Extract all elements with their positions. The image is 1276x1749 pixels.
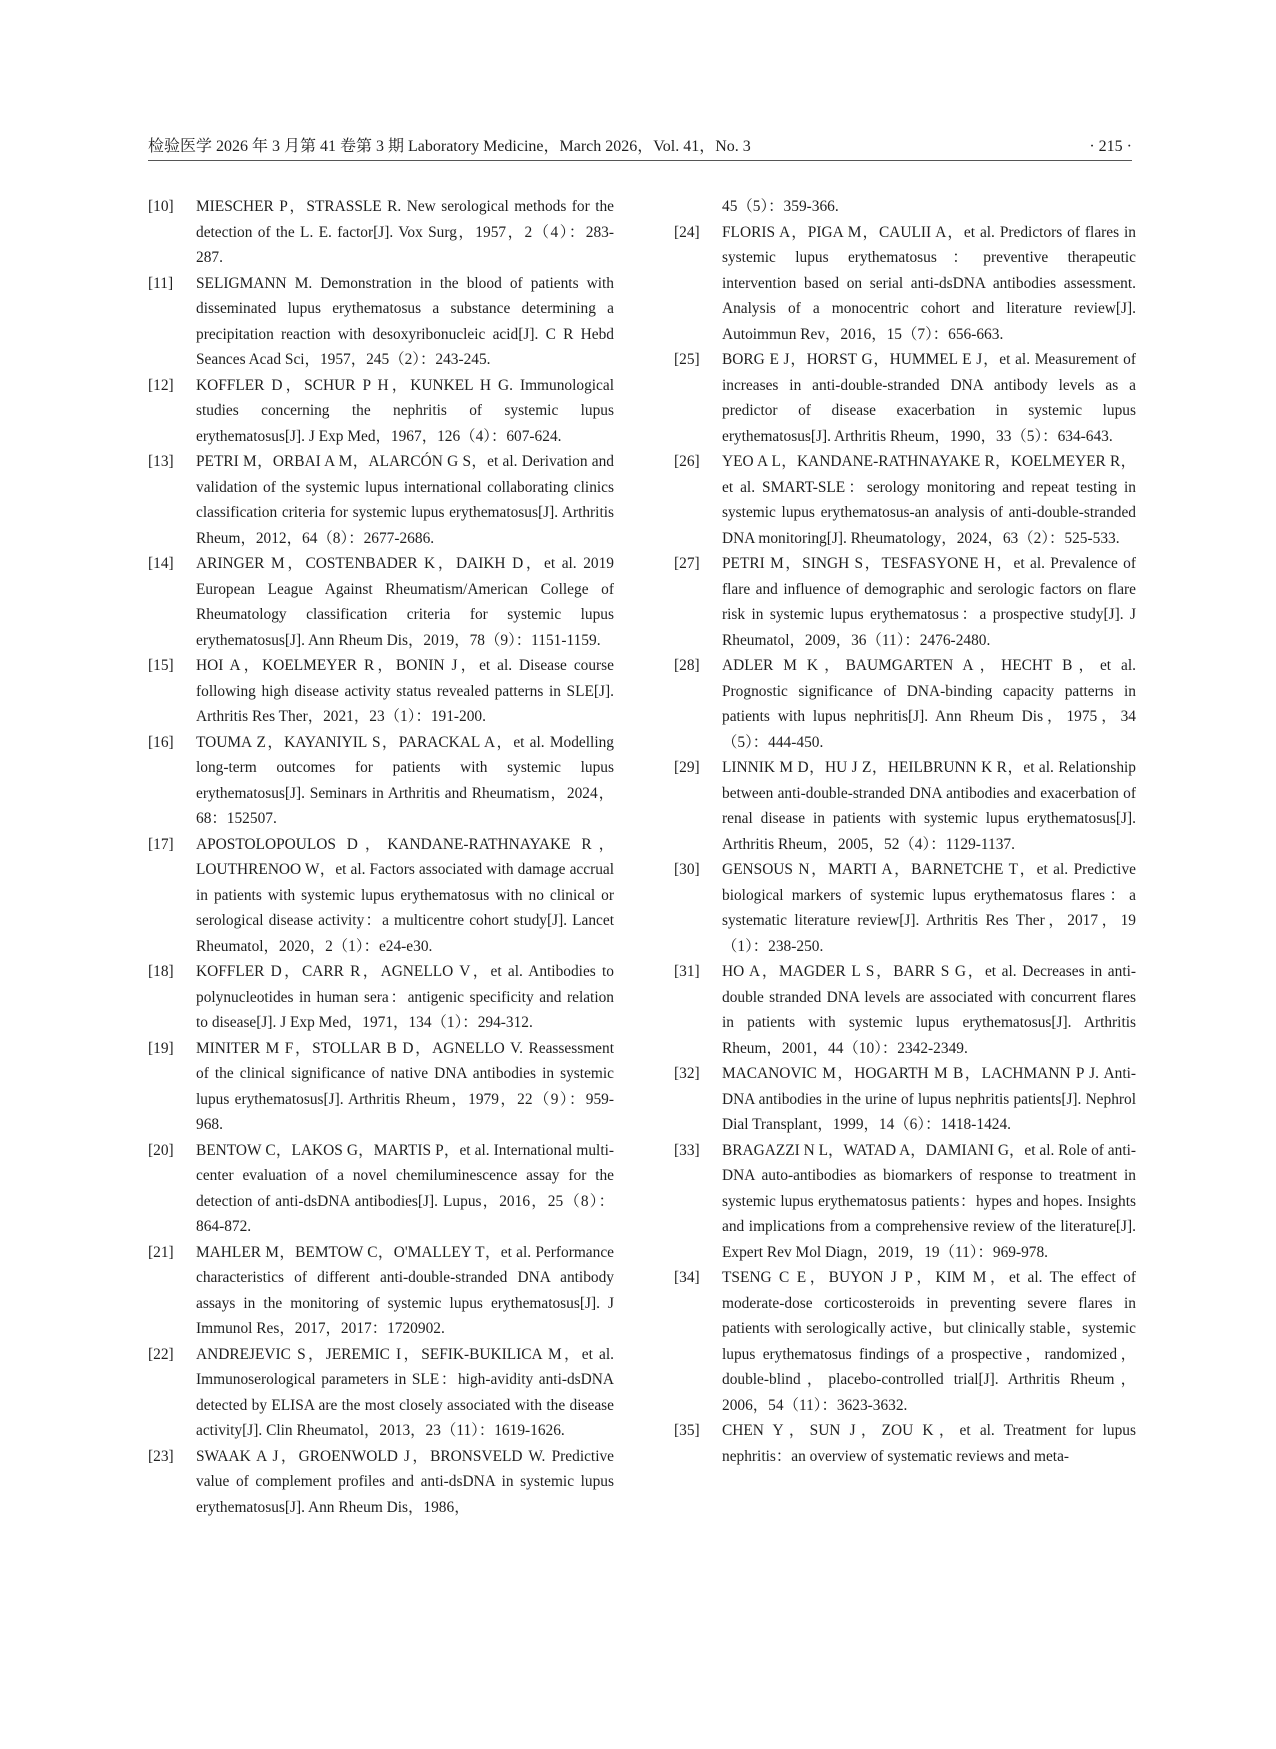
reference-text: TOUMA Z，KAYANIYIL S，PARACKAL A，et al. Modelling long-term outcomes for patients with systemic lupus erythematosus[J]. Seminars in Arthritis and Rheumatism，2024，68：152507. (196, 733, 614, 827)
reference-entry (148, 1444, 614, 1521)
reference-number: [30] (674, 861, 700, 878)
reference-number: [18] (148, 963, 174, 980)
reference-text: FLORIS A，PIGA M，CAULII A，et al. Predictors of flares in systemic lupus erythematosus：preventive therapeutic intervention based on serial anti-dsDNA antibodies assessment. Analysis of a monocentric cohort and literature review[J]. Autoimmun Rev，2016，15（7）：656-663. (722, 223, 1136, 343)
reference-number: [14] (148, 555, 174, 572)
reference-text: HOI A，KOELMEYER R，BONIN J，et al. Disease course following high disease activity status revealed patterns in SLE[J]. Arthritis Res Ther，2021，23（1）：191-200. (196, 657, 614, 725)
reference-number: [12] (148, 376, 174, 394)
reference-entry (148, 653, 614, 730)
reference-text: BORG E J，HORST G，HUMMEL E J，et al. Measurement of increases in anti-double-stranded DNA antibody levels as a predictor of disease exacerbation in systemic lupus erythematosus[J]. Arthritis Rheum，1990，33（5）：634-643. (722, 351, 1136, 445)
reference-number: [20] (148, 1141, 174, 1159)
reference-entry (674, 1418, 1136, 1469)
reference-entry (674, 1265, 1136, 1418)
reference-text: ARINGER M，COSTENBADER K，DAIKH D，et al. 2019 European League Against Rheumatism/American College of Rheumatology classification criteria for systemic lupus erythematosus[J]. Ann Rheum Dis，2019，78（9）：1151-1159. (196, 555, 614, 649)
reference-entry (674, 1138, 1136, 1266)
running-header (148, 136, 1132, 161)
reference-entry (674, 857, 1136, 959)
references-left-column (148, 194, 614, 1520)
reference-entry (674, 755, 1136, 857)
reference-entry (674, 449, 1136, 551)
reference-number: [34] (674, 1269, 700, 1286)
reference-text: KOFFLER D，CARR R，AGNELLO V，et al. Antibodies to polynucleotides in human sera：antigenic specificity and relation to disease[J]. J Exp Med，1971，134（1）：294-312. (196, 963, 614, 1031)
reference-text: MIESCHER P，STRASSLE R. New serological methods for the detection of the L. E. factor[J]. Vox Surg，1957，2（4）：283-287. (196, 198, 614, 266)
reference-text: APOSTOLOPOULOS D，KANDANE-RATHNAYAKE R，LOUTHRENOO W，et al. Factors associated with damage accrual in patients with systemic lupus erythematosus with no clinical or serological disease activity：a multicentre cohort study[J]. Lancet Rheumatol，2020，2（1）：e24-e30. (196, 835, 614, 955)
reference-number: [27] (674, 555, 700, 572)
reference-text: YEO A L，KANDANE-RATHNAYAKE R，KOELMEYER R，et al. SMART-SLE：serology monitoring and repeat testing in systemic lupus erythematosus-an analysis of anti-double-stranded DNA monitoring[J]. Rheumatology，2024，63（2）：525-533. (722, 453, 1136, 547)
reference-entry (148, 1240, 614, 1342)
journal-citation: 检验医学 2026 年 3 月第 41 卷第 3 期 Laboratory Medicine，March 2026，Vol. 41，No. 3 (148, 138, 751, 155)
reference-text: KOFFLER D，SCHUR P H，KUNKEL H G. Immunological studies concerning the nephritis of systemic lupus erythematosus[J]. J Exp Med，1967，126（4）：607-624. (196, 376, 614, 445)
reference-text: SELIGMANN M. Demonstration in the blood of patients with disseminated lupus erythematosus a substance determining a precipitation reaction with desoxyribonucleic acid[J]. C R Hebd Seances Acad Sci，1957，245（2）：243-245. (196, 274, 614, 368)
reference-entry (674, 1061, 1136, 1138)
reference-entry (674, 551, 1136, 653)
reference-text: BENTOW C，LAKOS G，MARTIS P，et al. International multi-center evaluation of a novel chemiluminescence assay for the detection of anti-dsDNA antibodies[J]. Lupus，2016，25（8）：864-872. (196, 1141, 614, 1235)
reference-number: [29] (674, 759, 700, 776)
reference-text: LINNIK M D，HU J Z，HEILBRUNN K R，et al. Relationship between anti-double-stranded DNA antibodies and exacerbation of renal disease in patients with systemic lupus erythematosus[J]. Arthritis Rheum，2005，52（4）：1129-1137. (722, 759, 1136, 853)
reference-text: PETRI M，ORBAI A M，ALARCÓN G S，et al. Derivation and validation of the systemic lupus international collaborating clinics classification criteria for systemic lupus erythematosus[J]. Arthritis Rheum，2012，64（8）：2677-2686. (196, 453, 614, 547)
reference-number: [23] (148, 1447, 174, 1465)
reference-number: [11] (148, 274, 174, 292)
reference-number: [22] (148, 1345, 174, 1363)
reference-text: MAHLER M，BEMTOW C，O'MALLEY T，et al. Performance characteristics of different anti-double-stranded DNA antibody assays in the monitoring of systemic lupus erythematosus[J]. J Immunol Res，2017，2017：1720902. (196, 1243, 614, 1337)
reference-text: BRAGAZZI N L，WATAD A，DAMIANI G，et al. Role of anti-DNA auto-antibodies as biomarkers of response to treatment in systemic lupus erythematosus patients：hypes and hopes. Insights and implications from a comprehensive review of the literature[J]. Expert Rev Mol Diagn，2019，19（11）：969-978. (722, 1141, 1136, 1261)
reference-text: TSENG C E，BUYON J P，KIM M，et al. The effect of moderate-dose corticosteroids in preventing severe flares in patients with serologically active，but clinically stable，systemic lupus erythematosus findings of a prospective，randomized，double-blind，placebo-controlled trial[J]. Arthritis Rheum，2006，54（11）：3623-3632. (722, 1269, 1136, 1414)
reference-text: CHEN Y，SUN J，ZOU K，et al. Treatment for lupus nephritis：an overview of systematic reviews and meta- (722, 1422, 1136, 1465)
reference-text: ADLER M K，BAUMGARTEN A，HECHT B，et al. Prognostic significance of DNA-binding capacity patterns in patients with lupus nephritis[J]. Ann Rheum Dis，1975，34（5）：444-450. (722, 657, 1136, 751)
reference-entry (148, 194, 614, 271)
reference-entry (148, 1036, 614, 1138)
reference-number: [26] (674, 453, 700, 470)
reference-entry (148, 959, 614, 1036)
reference-number: [10] (148, 198, 174, 215)
reference-text: MACANOVIC M，HOGARTH M B，LACHMANN P J. Anti-DNA antibodies in the urine of lupus nephritis patients[J]. Nephrol Dial Transplant，1999，14（6）：1418-1424. (722, 1065, 1136, 1133)
reference-number: [35] (674, 1422, 700, 1439)
reference-entry (148, 832, 614, 960)
reference-entry (148, 449, 614, 551)
reference-number: [24] (674, 223, 700, 241)
reference-entry (148, 1342, 614, 1444)
reference-number: [28] (674, 657, 700, 674)
reference-text: PETRI M，SINGH S，TESFASYONE H，et al. Prevalence of flare and influence of demographic and serologic factors on flare risk in systemic lupus erythematosus：a prospective study[J]. J Rheumatol，2009，36（11）：2476-2480. (722, 555, 1136, 649)
reference-number: [15] (148, 657, 174, 674)
reference-number: [25] (674, 351, 700, 368)
reference-text: SWAAK A J，GROENWOLD J，BRONSVELD W. Predictive value of complement profiles and anti-dsDNA in systemic lupus erythematosus[J]. Ann Rheum Dis，1986， (196, 1447, 614, 1516)
reference-entry (148, 1138, 614, 1240)
reference-number: [33] (674, 1141, 700, 1159)
reference-number: [32] (674, 1065, 700, 1082)
reference-entry (674, 220, 1136, 348)
reference-number: [21] (148, 1243, 174, 1261)
reference-entry (148, 551, 614, 653)
reference-number: [31] (674, 963, 700, 980)
reference-number: [19] (148, 1039, 174, 1057)
reference-text: HO A，MAGDER L S，BARR S G，et al. Decreases in anti-double stranded DNA levels are associated with concurrent flares in patients with systemic lupus erythematosus[J]. Arthritis Rheum，2001，44（10）：2342-2349. (722, 963, 1136, 1057)
reference-entry (148, 730, 614, 832)
reference-number: [16] (148, 733, 174, 751)
page-number: · 215 · (1089, 138, 1132, 155)
references-right-column (674, 194, 1136, 1469)
reference-entry (674, 959, 1136, 1061)
reference-entry (674, 347, 1136, 449)
reference-text: MINITER M F，STOLLAR B D，AGNELLO V. Reassessment of the clinical significance of native DNA antibodies in systemic lupus erythematosus[J]. Arthritis Rheum，1979，22（9）：959-968. (196, 1039, 614, 1133)
reference-continuation: 45（5）：359-366. (722, 198, 839, 215)
reference-entry (674, 653, 1136, 755)
reference-entry (148, 373, 614, 450)
reference-number: [13] (148, 453, 174, 470)
reference-text: ANDREJEVIC S，JEREMIC I，SEFIK-BUKILICA M，et al. Immunoserological parameters in SLE：high-avidity anti-dsDNA detected by ELISA are the most closely associated with the disease activity[J]. Clin Rheumatol，2013，23（11）：1619-1626. (196, 1345, 614, 1439)
reference-text: GENSOUS N，MARTI A，BARNETCHE T，et al. Predictive biological markers of systemic lupus erythematosus flares：a systematic literature review[J]. Arthritis Res Ther，2017，19（1）：238-250. (722, 861, 1136, 955)
reference-number: [17] (148, 835, 174, 853)
reference-entry (148, 271, 614, 373)
